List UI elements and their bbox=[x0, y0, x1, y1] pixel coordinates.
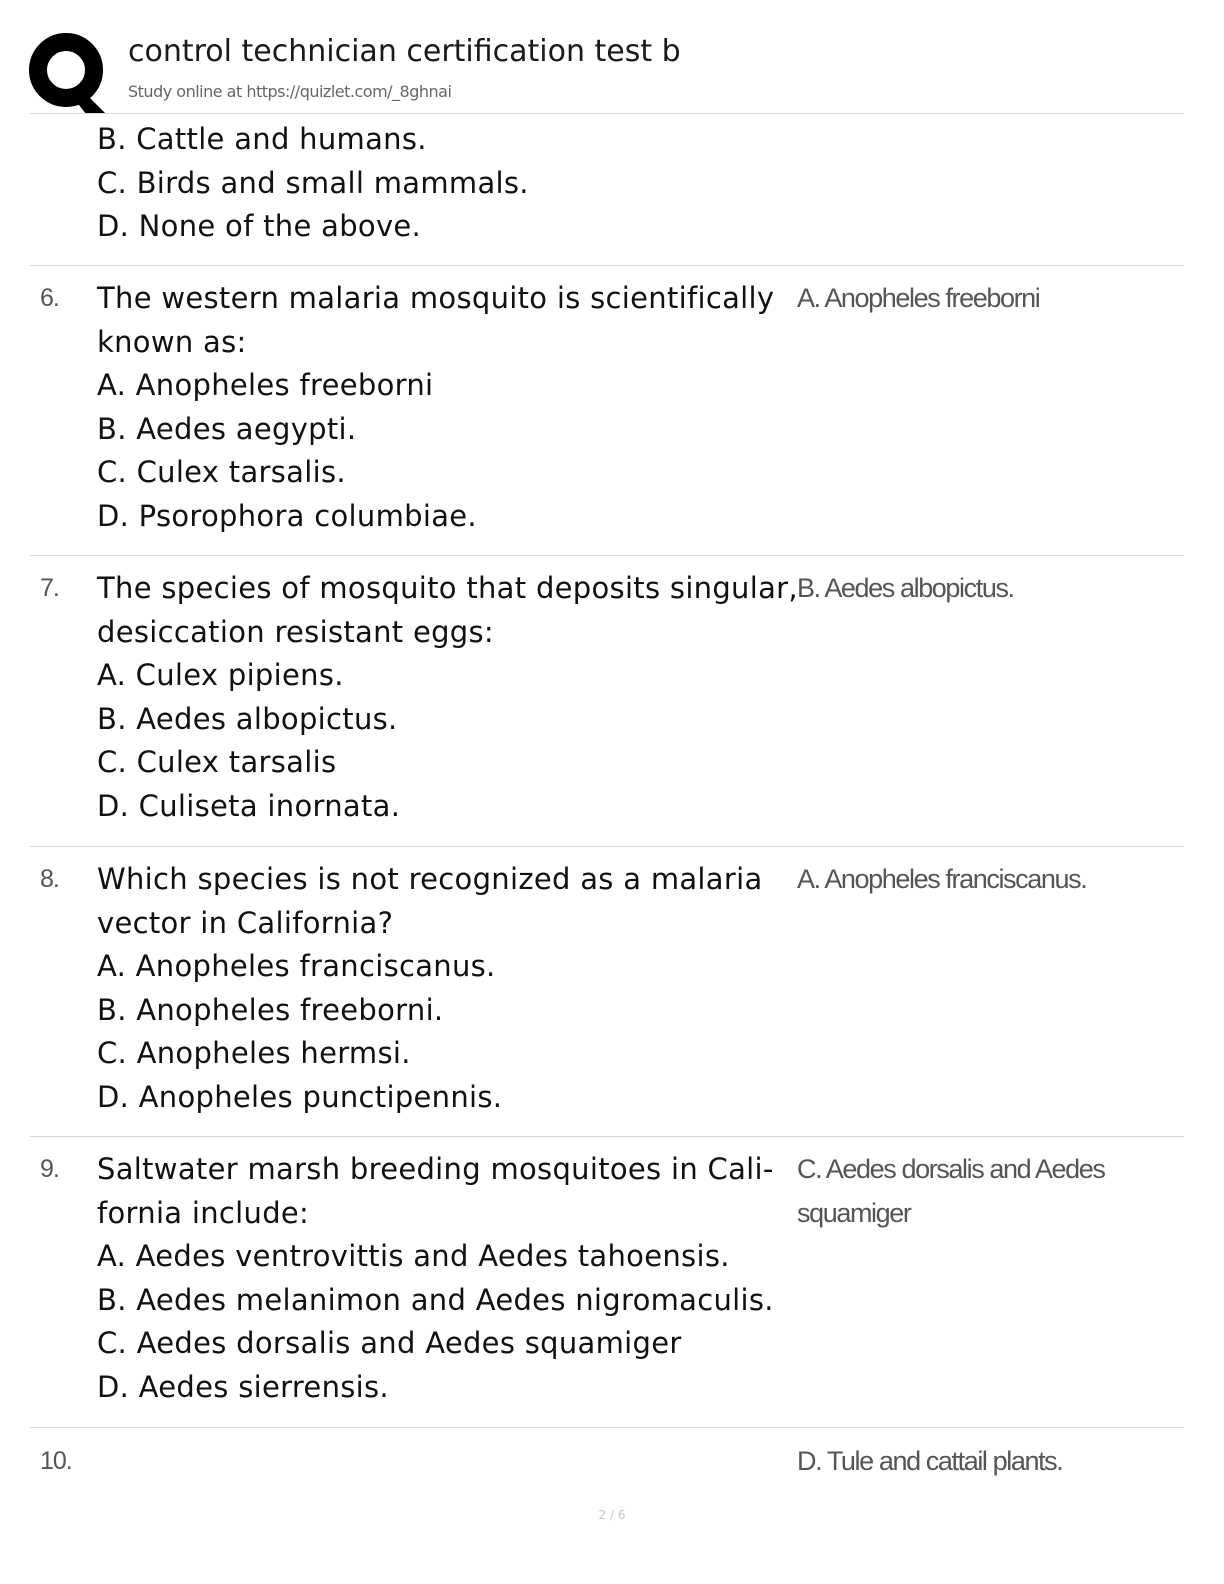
page-number: 2 / 6 bbox=[598, 1508, 626, 1522]
answer-line: squamiger bbox=[797, 1197, 911, 1228]
question-line: B. Aedes aegypti. bbox=[97, 411, 357, 446]
question-line: vector in California? bbox=[97, 905, 394, 940]
question-line: A. Anopheles freeborni bbox=[97, 368, 434, 402]
card-number: 6. bbox=[40, 284, 59, 312]
answer-line: C. Aedes dorsalis and Aedes bbox=[797, 1154, 1105, 1184]
card-number: 9. bbox=[40, 1155, 59, 1183]
question-line: C. Culex tarsalis bbox=[97, 745, 337, 779]
card-answer bbox=[797, 858, 1097, 902]
page-header bbox=[28, 28, 1188, 112]
card-answer bbox=[797, 567, 1097, 611]
option-line: D. None of the above. bbox=[97, 209, 422, 243]
question-line: fornia include: bbox=[97, 1195, 310, 1230]
continued-options bbox=[97, 118, 529, 249]
question-line: D. Culiseta inornata. bbox=[97, 788, 401, 823]
question-line: C. Anopheles hermsi. bbox=[97, 1036, 411, 1070]
question-line: B. Aedes melanimon and Aedes nigromaculis. bbox=[97, 1282, 774, 1317]
question-line: The species of mosquito that deposits singular, bbox=[97, 571, 798, 605]
question-line: A. Aedes ventrovittis and Aedes tahoensis. bbox=[97, 1239, 730, 1273]
divider bbox=[30, 555, 1184, 556]
question-line: Saltwater marsh breeding mosquitoes in Cali- bbox=[97, 1152, 774, 1186]
divider bbox=[30, 113, 1184, 114]
card-answer bbox=[797, 1440, 1097, 1484]
answer-line: B. Aedes albopictus. bbox=[797, 573, 1014, 603]
card-question bbox=[97, 277, 797, 538]
question-line: B. Anopheles freeborni. bbox=[97, 992, 444, 1027]
card-answer bbox=[797, 277, 1097, 321]
question-line: C. Aedes dorsalis and Aedes squamiger bbox=[97, 1326, 682, 1360]
study-online-link[interactable]: Study online at https://quizlet.com/_8ghnai bbox=[128, 82, 452, 101]
divider bbox=[30, 1136, 1184, 1137]
card-number: 10. bbox=[40, 1447, 72, 1475]
card-question bbox=[97, 858, 797, 1119]
question-line: B. Aedes albopictus. bbox=[97, 701, 398, 736]
option-line: C. Birds and small mammals. bbox=[97, 165, 529, 200]
divider bbox=[30, 1427, 1184, 1428]
question-line: Which species is not recognized as a malaria bbox=[97, 862, 763, 896]
question-line: The western malaria mosquito is scientifically bbox=[97, 281, 775, 315]
quizlet-logo-icon bbox=[28, 32, 112, 116]
question-line: D. Psorophora columbiae. bbox=[97, 498, 477, 533]
question-line: desiccation resistant eggs: bbox=[97, 614, 494, 649]
document-title: control technician certification test b bbox=[128, 34, 681, 69]
question-line: D. Aedes sierrensis. bbox=[97, 1369, 389, 1404]
divider bbox=[30, 846, 1184, 847]
question-line: A. Anopheles franciscanus. bbox=[97, 949, 496, 983]
question-line: known as: bbox=[97, 324, 247, 359]
divider bbox=[30, 265, 1184, 266]
card-number: 7. bbox=[40, 574, 59, 602]
answer-line: A. Anopheles freeborni bbox=[797, 283, 1040, 313]
question-line: D. Anopheles punctipennis. bbox=[97, 1079, 503, 1114]
card-answer bbox=[797, 1148, 1105, 1235]
question-line: A. Culex pipiens. bbox=[97, 658, 344, 692]
answer-line: D. Tule and cattail plants. bbox=[797, 1446, 1063, 1476]
question-line: C. Culex tarsalis. bbox=[97, 455, 346, 489]
card-question bbox=[97, 567, 797, 828]
answer-line: A. Anopheles franciscanus. bbox=[797, 864, 1087, 894]
card-question bbox=[97, 1148, 797, 1409]
option-line: B. Cattle and humans. bbox=[97, 122, 427, 156]
card-number: 8. bbox=[40, 865, 59, 893]
